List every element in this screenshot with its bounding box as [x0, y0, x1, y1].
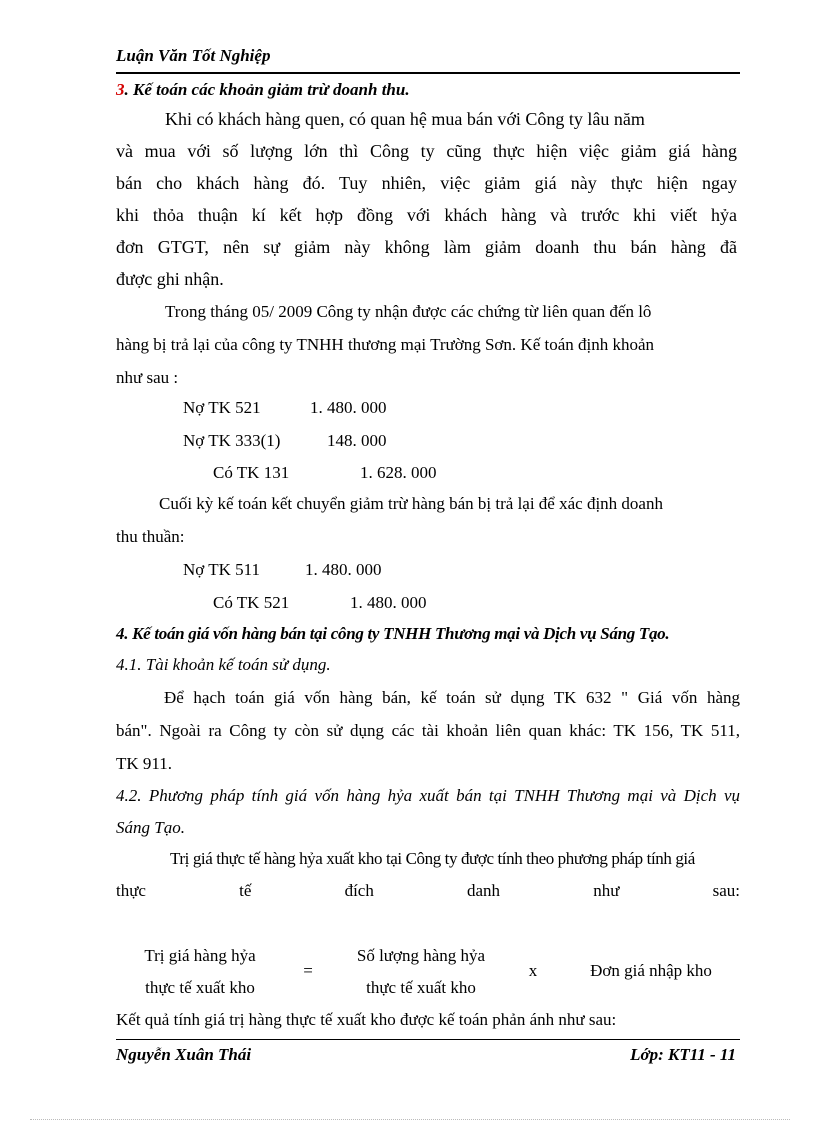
footer-class: Lớp: KT11 - 11: [630, 1045, 736, 1064]
sub1-para-line: TK 911.: [116, 754, 173, 773]
para2-line: như sau :: [116, 368, 179, 387]
formula-left: [116, 940, 284, 1004]
page-edge-divider: [30, 1119, 790, 1120]
para1-line: bán cho khách hàng đó. Tuy nhiên, việc giảm giá này thực hiện ngay: [116, 173, 737, 193]
subsection-4-2-heading: 4.2. Phương pháp tính giá vốn hàng hỷa xuất bán tại TNHH Thương mại và Dịch vụ: [116, 786, 740, 805]
entry-amount: 148. 000: [327, 431, 387, 450]
para1-line: được ghi nhận.: [116, 269, 224, 289]
footer-author: Nguyễn Xuân Thái: [116, 1045, 252, 1064]
sub1-para-line: bán". Ngoài ra Công ty còn sử dụng các tài khoản liên quan khác: TK 156, TK 511,: [116, 721, 740, 740]
subsection-4-1-heading: 4.1. Tài khoản kế toán sử dụng.: [116, 655, 331, 674]
entry-amount: 1. 480. 000: [350, 593, 427, 612]
entry-label: Có TK 521: [213, 593, 290, 612]
para1-line: khi thỏa thuận kí kết hợp đồng với khách hàng và trước khi viết hỷa: [116, 205, 737, 225]
para2-line: Trong tháng 05/ 2009 Công ty nhận được các chứng từ liên quan đến lô: [165, 302, 652, 321]
header-title: Luận Văn Tốt Nghiệp: [116, 46, 271, 65]
section-3-number: 3: [116, 80, 125, 99]
entry-amount: 1. 628. 000: [360, 463, 437, 482]
page-header: [116, 44, 740, 74]
section-4-heading: 4. Kế toán giá vốn hàng bán tại công ty TNHH Thương mại và Dịch vụ Sáng Tạo.: [116, 624, 670, 643]
formula-mid-line1: Số lượng hàng hỷa: [356, 946, 486, 965]
para1-line: và mua với số lượng lớn thì Công ty cũng thực hiện việc giảm giá hàng: [116, 141, 737, 161]
page-footer: [116, 1039, 740, 1074]
formula-right: Đơn giá nhập kho: [590, 961, 712, 980]
closing-line: Kết quả tính giá trị hàng thực tế xuất kho được kế toán phản ánh như sau:: [116, 1010, 617, 1029]
para1-line: Khi có khách hàng quen, có quan hệ mua bán với Công ty lâu năm: [165, 109, 645, 129]
para2-line: hàng bị trả lại của công ty TNHH thương mại Trường Sơn. Kế toán định khoản: [116, 335, 655, 354]
entry-label: Nợ TK 333(1): [183, 431, 281, 450]
sub2-para-line: thực tế đích danh như sau:: [116, 881, 740, 900]
formula-mid-line2: thực tế xuất kho: [366, 978, 476, 997]
entry-label: Có TK 131: [213, 463, 290, 482]
section-3-heading: [116, 80, 410, 100]
para3-line: Cuối kỳ kế toán kết chuyển giảm trừ hàng bán bị trả lại để xác định doanh: [159, 494, 663, 513]
formula-left-line1: Trị giá hàng hỷa: [144, 946, 256, 965]
entry-amount: 1. 480. 000: [310, 398, 387, 417]
para3-line: thu thuần:: [116, 527, 185, 546]
formula-equals: =: [303, 961, 313, 980]
sub1-para-line: Để hạch toán giá vốn hàng bán, kế toán sử dụng TK 632 " Giá vốn hàng: [164, 688, 740, 707]
entry-amount: 1. 480. 000: [305, 560, 382, 579]
subsection-4-2-heading: Sáng Tạo.: [116, 818, 185, 837]
entry-label: Nợ TK 521: [183, 398, 261, 417]
entry-label: Nợ TK 511: [183, 560, 260, 579]
formula-times: x: [528, 961, 538, 980]
section-3-title: . Kế toán các khoản giảm trừ doanh thu.: [124, 80, 410, 99]
formula-left-line2: thực tế xuất kho: [145, 978, 255, 997]
sub2-para-line: Trị giá thực tế hàng hỷa xuất kho tại Công ty được tính theo phương pháp tính giá: [170, 849, 695, 868]
formula-middle: [338, 940, 504, 1004]
para1-line: đơn GTGT, nên sự giảm này không làm giảm doanh thu bán hàng đã: [116, 237, 737, 257]
cost-formula: [116, 940, 740, 1000]
